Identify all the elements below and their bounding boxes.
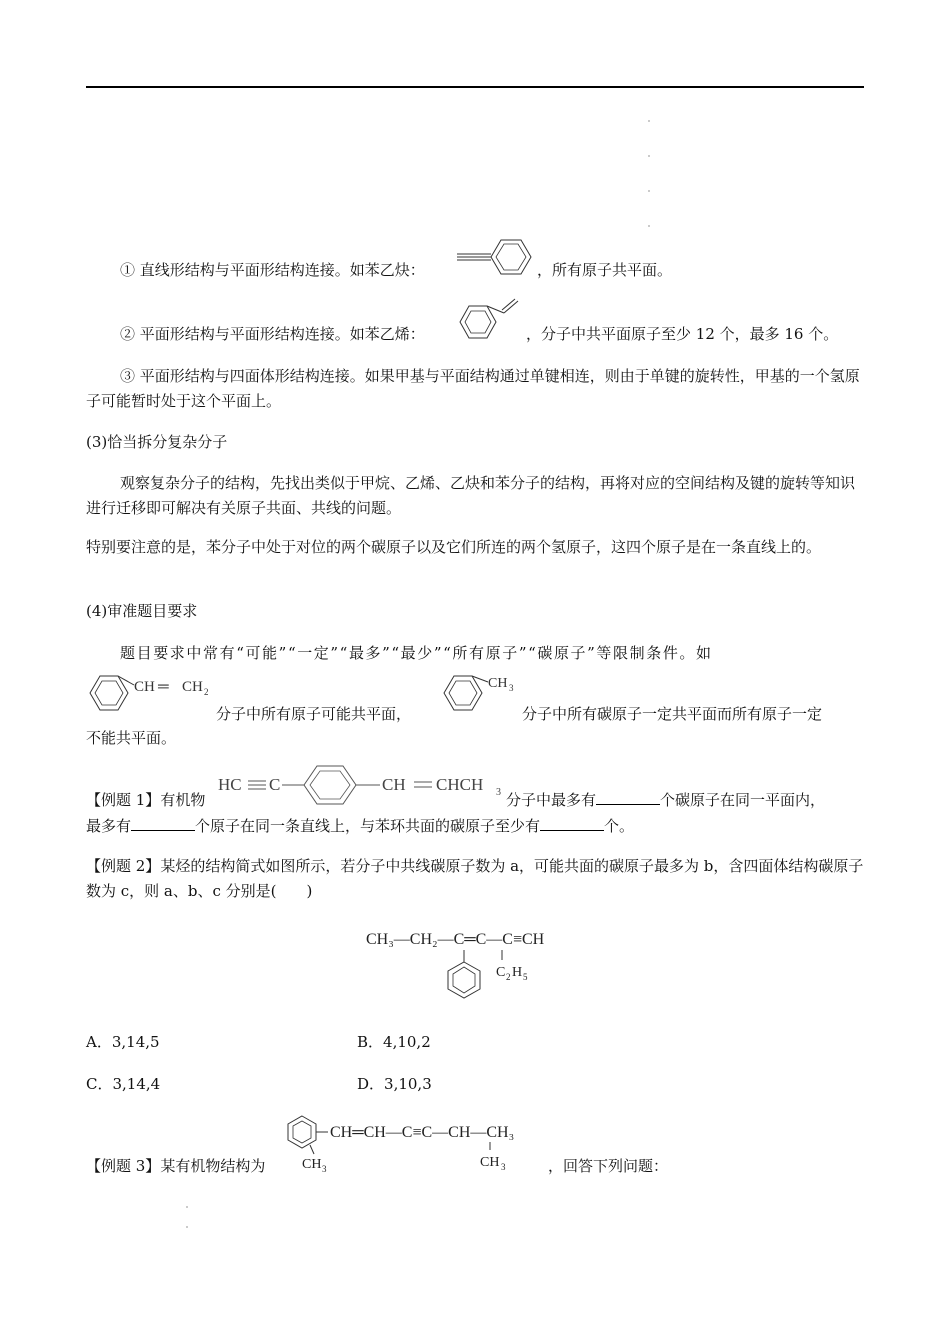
svg-text:CH: CH: [480, 1155, 500, 1170]
ch2-label: CH: [182, 679, 203, 695]
svg-text:C: C: [269, 775, 281, 794]
svg-text:2: 2: [506, 972, 511, 982]
option-d[interactable]: D．3,10,3: [357, 1075, 432, 1093]
svg-text:CHCH: CHCH: [436, 775, 484, 794]
paragraph-5a: 题目要求中常有“可能”“一定”“最多”“最少”“所有原子”“碳原子”等限制条件。如: [120, 644, 713, 662]
svg-text:HC: HC: [218, 775, 242, 794]
option-a[interactable]: A．3,14,5: [86, 1033, 160, 1051]
example-3-line: 【例题 3】某有机物结构为: [86, 1157, 266, 1175]
svg-text:3: 3: [501, 1162, 506, 1172]
line-1-tail: ，所有原子共平面。: [537, 261, 673, 279]
option-c[interactable]: C．3,14,4: [86, 1075, 161, 1093]
svg-text:3: 3: [496, 787, 501, 798]
paragraph-3: 观察复杂分子的结构，先找出类似于甲烷、乙烯、乙炔和苯分子的结构，再将对应的空间结构及键的旋转等知识进行迁移即可解决有关原子共面、共线的问题。: [86, 474, 856, 517]
toluene-formula: [440, 668, 530, 718]
svg-text:3: 3: [322, 1164, 327, 1174]
styrene-structure: [456, 298, 526, 344]
paragraph-4: 特别要注意的是，苯分子中处于对位的两个碳原子以及它们所连的两个氢原子，这四个原子是在一条直线上的。: [86, 538, 822, 556]
answer-blank-2[interactable]: [131, 814, 195, 831]
ch-label: CH: [134, 679, 155, 695]
option-b[interactable]: B．4,10,2: [357, 1033, 431, 1051]
example-2-text: 【例题 2】某烃的结构简式如图所示，若分子中共线碳原子数为 a，可能共面的碳原子最多为 b，含四面体结构碳原子数为 c，则 a、b、c 分别是( ): [86, 857, 864, 900]
header-rule: [86, 86, 864, 88]
svg-text:C: C: [496, 965, 506, 980]
example-2-chain: CH₃—CH₂—C═C—C≡CH: [366, 931, 545, 948]
example-1-line-2: 最多有 个原子在同一条直线上，与苯环共面的碳原子至少有 个。: [86, 814, 864, 838]
svg-text:CH: CH: [302, 1157, 322, 1172]
line-2: ② 平面形结构与平面形结构连接。如苯乙烯：: [120, 325, 425, 343]
example-1-line-1-tail: 分子中最多有 个碳原子在同一平面内，: [506, 788, 950, 812]
line-1-text: ① 直线形结构与平面形结构连接。如苯乙炔：: [120, 261, 425, 279]
svg-text:CH: CH: [382, 775, 406, 794]
example-3-tail: ，回答下列问题：: [548, 1157, 669, 1175]
svg-text:5: 5: [523, 972, 528, 982]
marker-dot: [648, 225, 650, 227]
example-2-structure: [362, 924, 592, 1016]
marker-dot: [648, 155, 650, 157]
line-3: ③ 平面形结构与四面体形结构连接。如果甲基与平面结构通过单键相连，则由于单键的旋转性，甲基的一个氢原子可能暂时处于这个平面上。: [86, 367, 860, 410]
double-bond: ═: [158, 679, 169, 695]
line-2-tail: ，分子中共平面原子至少 12 个，最多 16 个。: [526, 325, 839, 343]
paragraph-5d: 不能共平面。: [86, 729, 177, 747]
example-3-chain: CH═CH—C≡C—CH—CH₃: [330, 1124, 515, 1141]
marker-dot: [648, 190, 650, 192]
paragraph-5b: 分子中所有原子可能共平面，: [216, 705, 412, 723]
example-2-tag: 【例题 2】: [86, 857, 161, 875]
answer-blank-1[interactable]: [596, 788, 660, 805]
styrene-formula: [86, 668, 226, 718]
paragraph-5c: 分子中所有碳原子一定共平面而所有原子一定: [522, 705, 823, 723]
ch3-label: CH: [488, 676, 508, 691]
svg-text:H: H: [512, 965, 523, 980]
answer-blank-3[interactable]: [540, 814, 604, 831]
marker-dot: [648, 120, 650, 122]
marker-dot: [186, 1206, 188, 1208]
example-1-structure: [218, 762, 508, 808]
example-1-tag: 【例题 1】: [86, 791, 161, 809]
ch3-subscript: 3: [509, 683, 514, 693]
phenylacetylene-structure: [455, 236, 537, 278]
heading-3: (3)恰当拆分复杂分子: [86, 433, 228, 451]
example-3-tag: 【例题 3】: [86, 1157, 161, 1175]
example-1-line-1: 【例题 1】有机物: [86, 791, 206, 809]
marker-dot: [186, 1226, 188, 1228]
ch2-subscript: 2: [204, 687, 209, 697]
heading-4: (4)审准题目要求: [86, 602, 198, 620]
